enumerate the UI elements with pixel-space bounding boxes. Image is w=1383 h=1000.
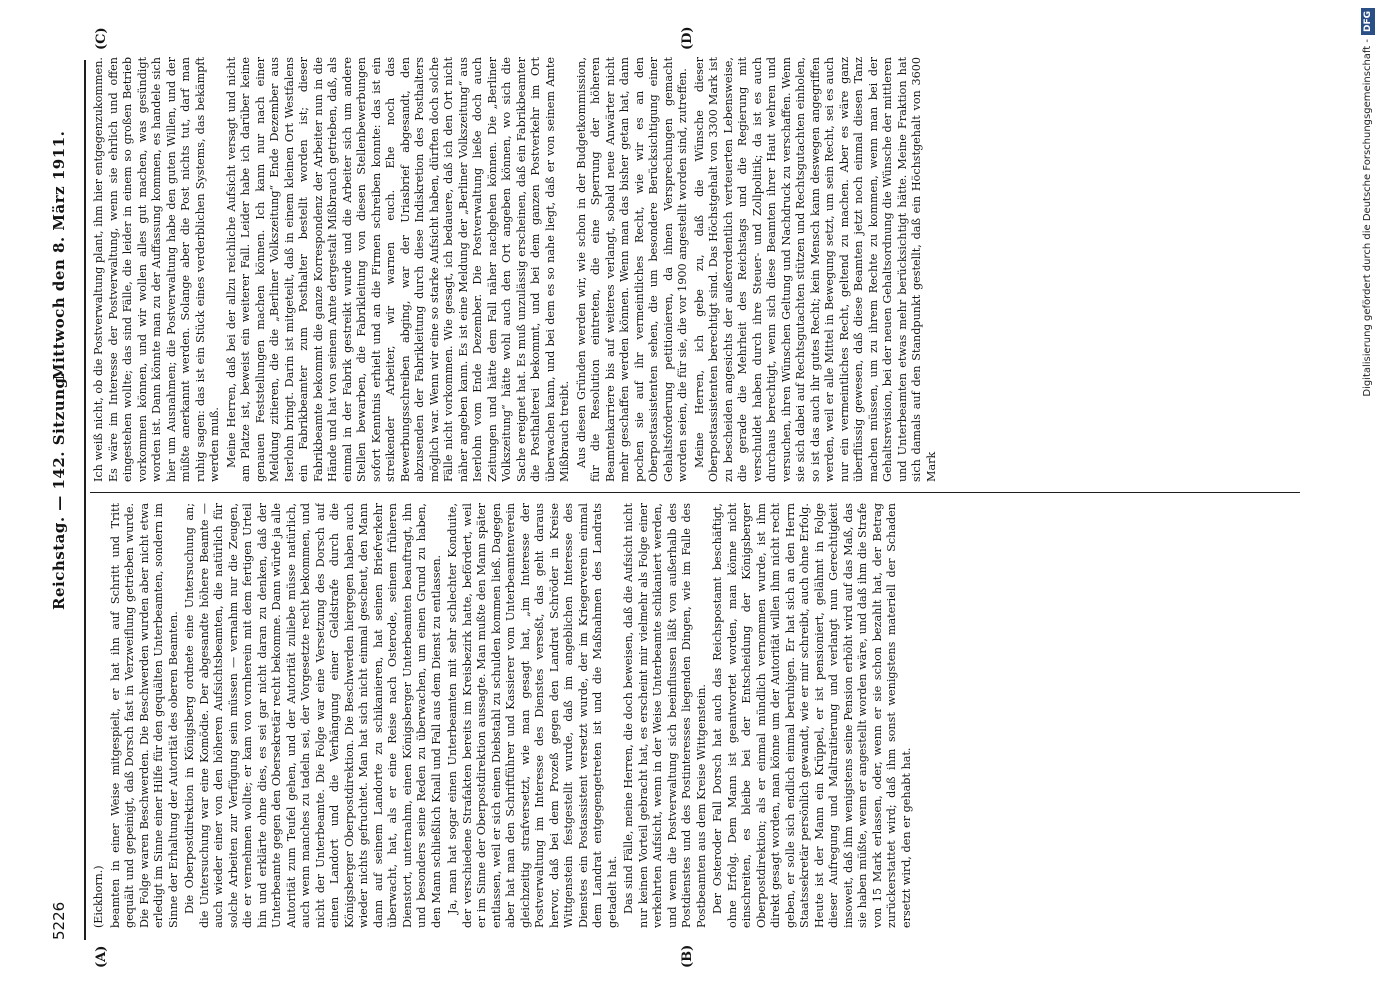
paragraph: Meine Herren, ich gebe zu, daß die Wünsche dieser Oberpostassistenten berechtigt sind. Das Höchstgehalt von 3300 Mark ist zu bescheiden angesichts der außerordentlich verteuerten Lebensweise, die gerade die Mehrheit des Reichstags und die Regierung mit verschuldet haben durch ihre Steuer- und Zollpolitik; da ist es auch durchaus berechtigt, wenn sich diese Beamten ihrer Haut wehren und versuchen, ihren Wünschen Geltung und Nachdruck zu verschaffen. Wenn sie sich dabei auf Rechtsgutachten stützen und Rechtsgutachten einholen, so ist das auch ihr gutes Recht; kein Mensch kann deswegen angegriffen werden, weil er alle Mittel in Bewegung setzt, um sein Recht, sei es auch nur ein vermeintliches Recht, geltend zu machen. Aber es wäre ganz überflüssig gewesen, daß diese Beamten jetzt noch einmal diesen Tanz machen müssen, um zu ihrem Rechte zu kommen, wenn man bei der Gehaltsrevision, bei der neuen Gehaltsordnung die Wünsche der mittleren und Unterbeamten etwas mehr berücksichtigt hätte. Meine Fraktion hat sich damals auf den Standpunkt gestellt, daß ein Höchstgehalt von 3600 Mark (692, 57, 938, 482)
digitization-text: Digitalisierung gefördert durch die Deutsche Forschungsgemeinschaft - (1362, 39, 1373, 397)
paragraph: Ja, man hat sogar einen Unterbeamten mit sehr schlechter Konduite, der verschiedene Strafakten bereits im Kreisbezirk hatte, befördert, weil er im Sinne der Oberpostdirektion aussagte. Man mußte den Mann später entlassen, weil er sich einen Diebstahl zu schulden kommen ließ. Dagegen aber hat man den Schriftführer und Kassierer vom Unterbeamtenverein gleichzeitig strafversetzt, wie man gesagt hat, „im Interesse der Postverwaltung im Interesse des Dienstes verseßt, das geht daraus hervor, daß bei dem Prozeß gegen den Landrat Schröder in Kreise Wittgenstein festgestellt wurde, daß im angeblichen Interesse des Dienstes ein Postassistent versetzt wurde, der im Kriegerverein einmal dem Landrat entgegengetreten ist und die Maßnahmen des Landrats getadelt hat. (446, 503, 619, 928)
right-column (92, 57, 1312, 482)
paragraph: Das sind Fälle, meine Herren, die doch beweisen, daß die Aufsicht nicht nur keinen Vorteil gebracht hat, es erscheint mir vielmehr als Folge einer verkehrten Aufsicht, wenn in der Weise Unterbeamte schikaniert werden, und wenn die Postverwaltung sich beeinflussen läßt von außerhalb des Postdienstes und des Postinteresses liegenden Dingen, wie im Falle des Postbeamten aus dem Kreise Wittgenstein. (622, 503, 708, 928)
header-left-title: Reichstag. — 142. Sitzung. (50, 371, 68, 610)
paragraph: Der Osteroder Fall Dorsch hat auch das Reichspostamt beschäftigt, ohne Erfolg. Dem Mann ist geantwortet worden, man könne nicht einschreiten, es bleibe bei der Entscheidung der Königsberger Oberpostdirektion; als er einmal mündlich vernommen wurde, ist ihm direkt gesagt worden, man könne um der Autorität willen ihm nicht recht geben, er solle sich endlich einmal beruhigen. Er hat sich an den Herrn Staatssekretär persönlich gewandt, wie er mir schreibt, auch ohne Erfolg. Heute ist der Mann ein Krüppel, er ist pensioniert, gelähmt in Folge dieser Aufregung und Maltraitierung und verlangt nun Gerechtigkeit insoweit, daß ihm wenigstens seine Pension erhöht wird auf das Maß, das sie haben müßte, wenn er angestellt worden wäre, und daß ihm die Strafe von 15 Mark erlassen, oder, wenn er sie schon bezahlt hat, der Betrag zurückerstattet wird; daß ihm sonst wenigstens materiell der Schaden ersetzt wird, den er gehabt hat. (711, 503, 913, 928)
digitization-note (1361, 8, 1375, 698)
header-right-title: Mittwoch den 8. März 1911. (50, 130, 68, 380)
left-column (92, 503, 1312, 928)
dfg-logo: DFG (1361, 8, 1375, 35)
speaker-name: (Eickhorn.) (92, 865, 105, 928)
paragraph: beamten in einer Weise mitgespielt, er hat ihn auf Schritt und Tritt gequält und gepeinigt, daß Dorsch fast in Verzweiflung getrieben wurde. Die Folge waren Beschwerden. Die Beschwerden wurden aber nicht etwa erledigt im Sinne einer Hilfe für den gequälten Unterbeamten, sondern im Sinne der Erhaltung der Autorität des oberen Beamten. (108, 503, 180, 928)
paragraph: Ich weiß nicht, ob die Postverwaltung plant, ihm hier entgegenzukommen. Es wäre im Interesse der Postverwaltung, wenn sie ehrlich und offen eingestehen wollte; das sind Fälle, die leider in einem so großen Betrieb vorkommen können, und wir wollen alles gut machen, was gesündigt worden ist. Dann könnte man zu der Auffassung kommen, es handele sich hier um Ausnahmen; die Postverwaltung habe den guten Willen, und der müßte anerkannt werden. Solange aber die Post nichts tut, darf man ruhig sagen: das ist ein Stück eines verderblichen Systems, das bekämpft werden muß. (92, 57, 221, 482)
margin-marker-c: (C) (94, 27, 109, 50)
paragraph: Aus diesen Gründen werden wir, wie schon in der Budgetkommission, für die Resolution eintreten, die eine Sperrung der höheren Beamtenkarriere bis auf weiteres verlangt, sobald neue Anwärter nicht mehr geschaffen werden können. Wenn man das bisher getan hat, dann pochen sie auf ihr vermeintliches Recht, wie wir es an den Oberpostassistenten sehen, die um besondere Berücksichtigung einer Gehaltsforderung petitionieren, da ihnen Versprechungen gemacht worden seien, die für sie, die vor 1900 angestellt worden sind, zutreffen. (574, 57, 689, 482)
paragraph: Die Oberpostdirektion in Königsberg ordnete eine Untersuchung an; die Untersuchung war eine Komödie. Der abgesandte höhere Beamte — auch wieder einer von den höheren Aufsichtsbeamten, die natürlich für solche Arbeiten zur Verfügung sein müssen — vernahm nur die Zeugen, die er vernehmen wollte; er kam von vornherein mit dem fertigen Urteil hin und erklärte ohne dies, es sei gar nicht daran zu denken, daß der Unterbeamte gegen den Obersekretär recht bekomme. Dann würde ja alle Autorität zum Teufel gehen, und der Autorität zuliebe müsse natürlich, auch wenn manches zu tadeln sei, der Vorgesetzte recht bekommen, und nicht der Unterbeamte. Die Folge war eine Versetzung des Dorsch auf einen Landort und die Verhängung einer Geldstrafe durch die Königsberger Oberpostdirektion. Die Beschwerden hiergegen haben auch wieder nichts gefruchtet. Man hat sich nicht einmal gescheut, den Mann dann auf seinem Landorte zu schikanieren, hat seinen Briefverkehr überwacht, hat, als er eine Reise nach Osterode, seinem früheren Dienstort, unternahm, einen Königsberger Unterbeamten beauftragt, ihn und besonders seine Reden zu überwachen, um einen Grund zu haben, den Mann schließlich Knall und Fall aus dem Dienst zu entlassen. (183, 503, 443, 928)
margin-marker-a: (A) (94, 945, 109, 968)
margin-marker-d: (D) (680, 26, 695, 50)
page-number: 5226 (50, 901, 68, 940)
header-rule (84, 60, 86, 940)
paragraph: Meine Herren, daß bei der allzu reichliche Aufsicht versagt und nicht am Platze ist, beweist ein weiterer Fall. Leider habe ich darüber keine genauen Feststellungen machen können. Ich kann nur nach einer Meldung zitieren, die die „Berliner Volkszeitung“ Ende Dezember aus Iserlohn bringt. Darin ist mitgeteilt, daß in einem kleinen Ort Westfalens ein Fabrikbeamter zum Posthalter bestellt worden ist; dieser Fabrikbeamte bekommt die ganze Korrespondenz der Arbeiter nun in die Hände und hat von seinem Amte dergestalt Mißbrauch getrieben, daß, als einmal in der Fabrik gestreikt wurde und die Arbeiter sich um andere Stellen bewarben, die Fabrikleitung von diesen Stellenbewerbungen sofort Kenntnis erhielt und an die Firmen schreiben konnte: das ist ein streikender Arbeiter, wir warnen euch. Ehe noch das Bewerbungsschreiben abging, war der Uriasbrief abgesandt, den abzusenden der Fabrikleitung durch diese Indiskretion des Posthalters möglich war. Wenn wir eine so starke Aufsicht haben, dürften doch solche Fälle nicht vorkommen. Wie gesagt, ich bedauere, daß ich den Ort nicht näher angeben kann. Es ist eine Meldung der „Berliner Volkszeitung“ aus Iserlohn vom Ende Dezember. Die Postverwaltung ließe doch auch Zeitungen und hätte dem Fall näher nachgehen können. Die „Berliner Volkszeitung“ hätte wohl auch den Ort angeben können, wo sich die Sache ereignet hat. Es muß unzulässig erscheinen, daß ein Fabrikbeamter die Posthalterei bekommt, und bei dem ganzen Postverkehr im Ort überwachen kann, und bei dem es so nahe liegt, daß er von seinem Amte Mißbrauch treibt. (224, 57, 571, 482)
rotated-page-content (40, 0, 1340, 1000)
page-header (40, 60, 82, 940)
column-rule (90, 492, 1300, 493)
margin-marker-b: (B) (680, 944, 695, 968)
